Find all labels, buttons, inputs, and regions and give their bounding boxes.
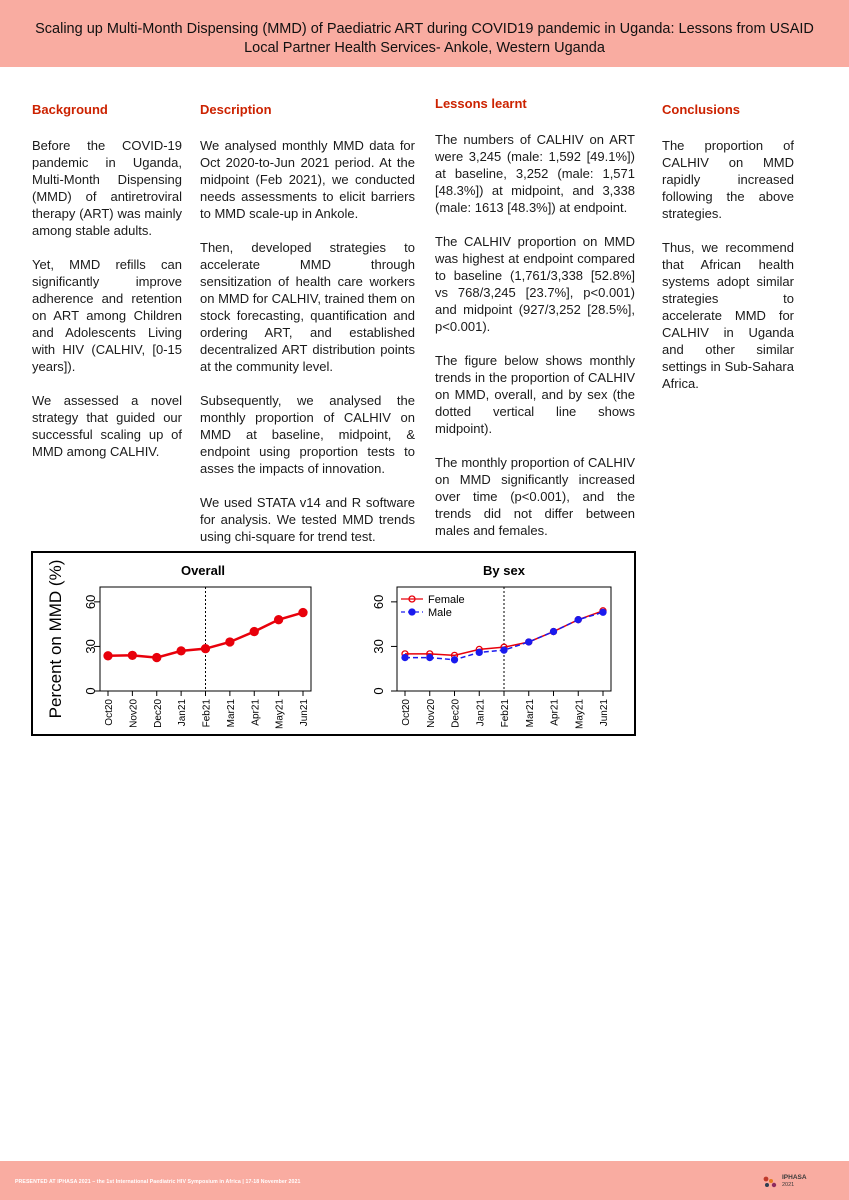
data-point — [526, 639, 532, 645]
header-banner — [0, 0, 849, 67]
description-paragraph: Subsequently, we analysed the monthly proportion of CALHIV on MMD at baseline, midpoint, & endpoint using proportion tests to asses the impacts of innovation. — [200, 393, 415, 476]
background-heading: Background — [32, 102, 108, 117]
background-paragraph: Before the COVID-19 pandemic in Uganda, Multi-Month Dispensing (MMD) of antiretroviral therapy (ART) was mainly among stable adults. — [32, 138, 182, 238]
background-body — [32, 137, 182, 460]
lessons-heading: Lessons learnt — [435, 96, 527, 111]
data-point — [551, 629, 557, 635]
x-tick-label: Jun21 — [599, 699, 610, 727]
data-point — [104, 652, 112, 660]
lessons-section — [435, 95, 635, 556]
conclusions-heading: Conclusions — [662, 102, 741, 117]
data-point — [275, 616, 283, 624]
logo-mark-icon — [762, 1175, 780, 1189]
conclusions-body — [662, 137, 794, 392]
x-tick-label: Oct20 — [401, 699, 412, 726]
x-tick-label: Apr21 — [250, 699, 262, 726]
y-tick-label: 30 — [371, 639, 386, 654]
data-point — [226, 638, 234, 646]
description-paragraph: We analysed monthly MMD data for Oct 2020-to-Jun 2021 period. At the midpoint (Feb 2021), we conducted needs assessments to elicit barriers to MMD scale-up in Ankole. — [200, 138, 415, 221]
legend-label: Male — [428, 607, 452, 619]
lessons-paragraph: The monthly proportion of CALHIV on MMD significantly increased over time (p<0.001), and the trends did not differ between males and females. — [435, 455, 635, 538]
data-point — [452, 657, 458, 663]
lessons-paragraph: The numbers of CALHIV on ART were 3,245 (male: 1,592 [49.1%]) at baseline, 3,252 (male: 1,571 [48.3%]) at midpoint, and 3,338 (male: 1613 [48.3%]) at endpoint. — [435, 132, 635, 215]
panel-title: Overall — [180, 563, 226, 578]
panel-title: By sex — [483, 563, 525, 578]
x-tick-label: Dec20 — [450, 699, 462, 728]
figure-border — [32, 552, 635, 735]
logo-year: 2021 — [782, 1182, 795, 1188]
x-tick-label: Mar21 — [524, 699, 536, 728]
data-point — [299, 609, 307, 617]
x-tick-label: Nov20 — [425, 699, 437, 728]
lessons-paragraph: The figure below shows monthly trends in the proportion of CALHIV on MMD, overall, and by sex (the dotted vertical line shows midpoint). — [435, 353, 635, 436]
background-paragraph: We assessed a novel strategy that guided our successful scaling up of MMD among CALHIV. — [32, 393, 182, 459]
data-point — [501, 647, 507, 653]
x-tick-label: Mar21 — [225, 699, 237, 728]
x-tick-label: Feb21 — [500, 699, 511, 728]
conclusions-section — [662, 101, 794, 409]
y-tick-label: 0 — [371, 687, 386, 695]
x-tick-label: Jun21 — [299, 699, 310, 727]
data-point — [427, 655, 433, 661]
x-tick-label: May21 — [274, 699, 286, 730]
conclusions-paragraph: The proportion of CALHIV on MMD rapidly increased following the above strategies. — [662, 138, 794, 221]
description-paragraph: Then, developed strategies to accelerate MMD through sensitization of health care workers on MMD for CALHIV, trained them on stock forecasting, quantification and ordering ART, and established decentralized ART distribution points at the community level. — [200, 240, 415, 374]
data-point — [202, 645, 210, 653]
description-paragraph: We used STATA v14 and R software for analysis. We tested MMD trends using chi-square for trend test. — [200, 495, 415, 544]
x-tick-label: Nov20 — [128, 699, 140, 728]
data-point — [575, 617, 581, 623]
y-tick-label: 60 — [83, 594, 98, 610]
y-axis-label: Percent on MMD (%) — [46, 559, 65, 719]
description-heading: Description — [200, 102, 272, 117]
data-point — [476, 649, 482, 655]
legend-marker — [409, 609, 415, 615]
mmd-trend-chart — [31, 551, 636, 736]
iphasa-logo — [762, 1172, 822, 1192]
y-tick-label: 30 — [83, 639, 98, 654]
lessons-body — [435, 131, 635, 539]
y-tick-label: 60 — [371, 594, 386, 610]
data-point — [153, 654, 161, 662]
data-point — [128, 651, 136, 659]
x-tick-label: Dec20 — [152, 699, 164, 728]
footer-text: PRESENTED AT IPHASA 2021 – the 1st International Paediatric HIV Symposium in Africa | 17-18 November 2021 — [15, 1179, 301, 1185]
lessons-paragraph: The CALHIV proportion on MMD was highest at endpoint compared to baseline (1,761/3,338 [52.8%] vs 768/3,245 [23.7%], p<0.001) and midpoint (927/3,252 [28.5%], p<0.001). — [435, 234, 635, 334]
description-body — [200, 137, 415, 545]
description-section — [200, 101, 415, 562]
data-point — [177, 647, 185, 655]
x-tick-label: Feb21 — [201, 699, 213, 728]
data-point — [402, 655, 408, 661]
x-tick-label: Jan21 — [475, 699, 487, 727]
background-section — [32, 101, 182, 477]
x-tick-label: May21 — [574, 699, 586, 730]
logo-name: IPHASA — [782, 1174, 807, 1181]
x-tick-label: Jan21 — [177, 699, 189, 727]
mmd-trend-figure — [31, 551, 636, 736]
legend-label: Female — [428, 594, 465, 606]
background-paragraph: Yet, MMD refills can significantly improve adherence and retention on ART among Children and Adolescents Living with HIV (CALHIV, [0-15 years]). — [32, 257, 182, 374]
y-tick-label: 0 — [83, 687, 98, 695]
conclusions-paragraph: Thus, we recommend that African health systems adopt similar strategies to accelerate MMD for CALHIV in Uganda and other similar settings in Sub-Sahara Africa. — [662, 240, 794, 391]
x-tick-label: Oct20 — [104, 699, 115, 726]
data-point — [600, 609, 606, 615]
footer-banner — [0, 1161, 849, 1200]
x-tick-label: Apr21 — [549, 699, 561, 726]
data-point — [250, 628, 258, 636]
poster-title: Scaling up Multi-Month Dispensing (MMD) of Paediatric ART during COVID19 pandemic in Uganda: Lessons from USAID Local Partner Health Services- Ankole, Western Uganda — [35, 21, 814, 56]
